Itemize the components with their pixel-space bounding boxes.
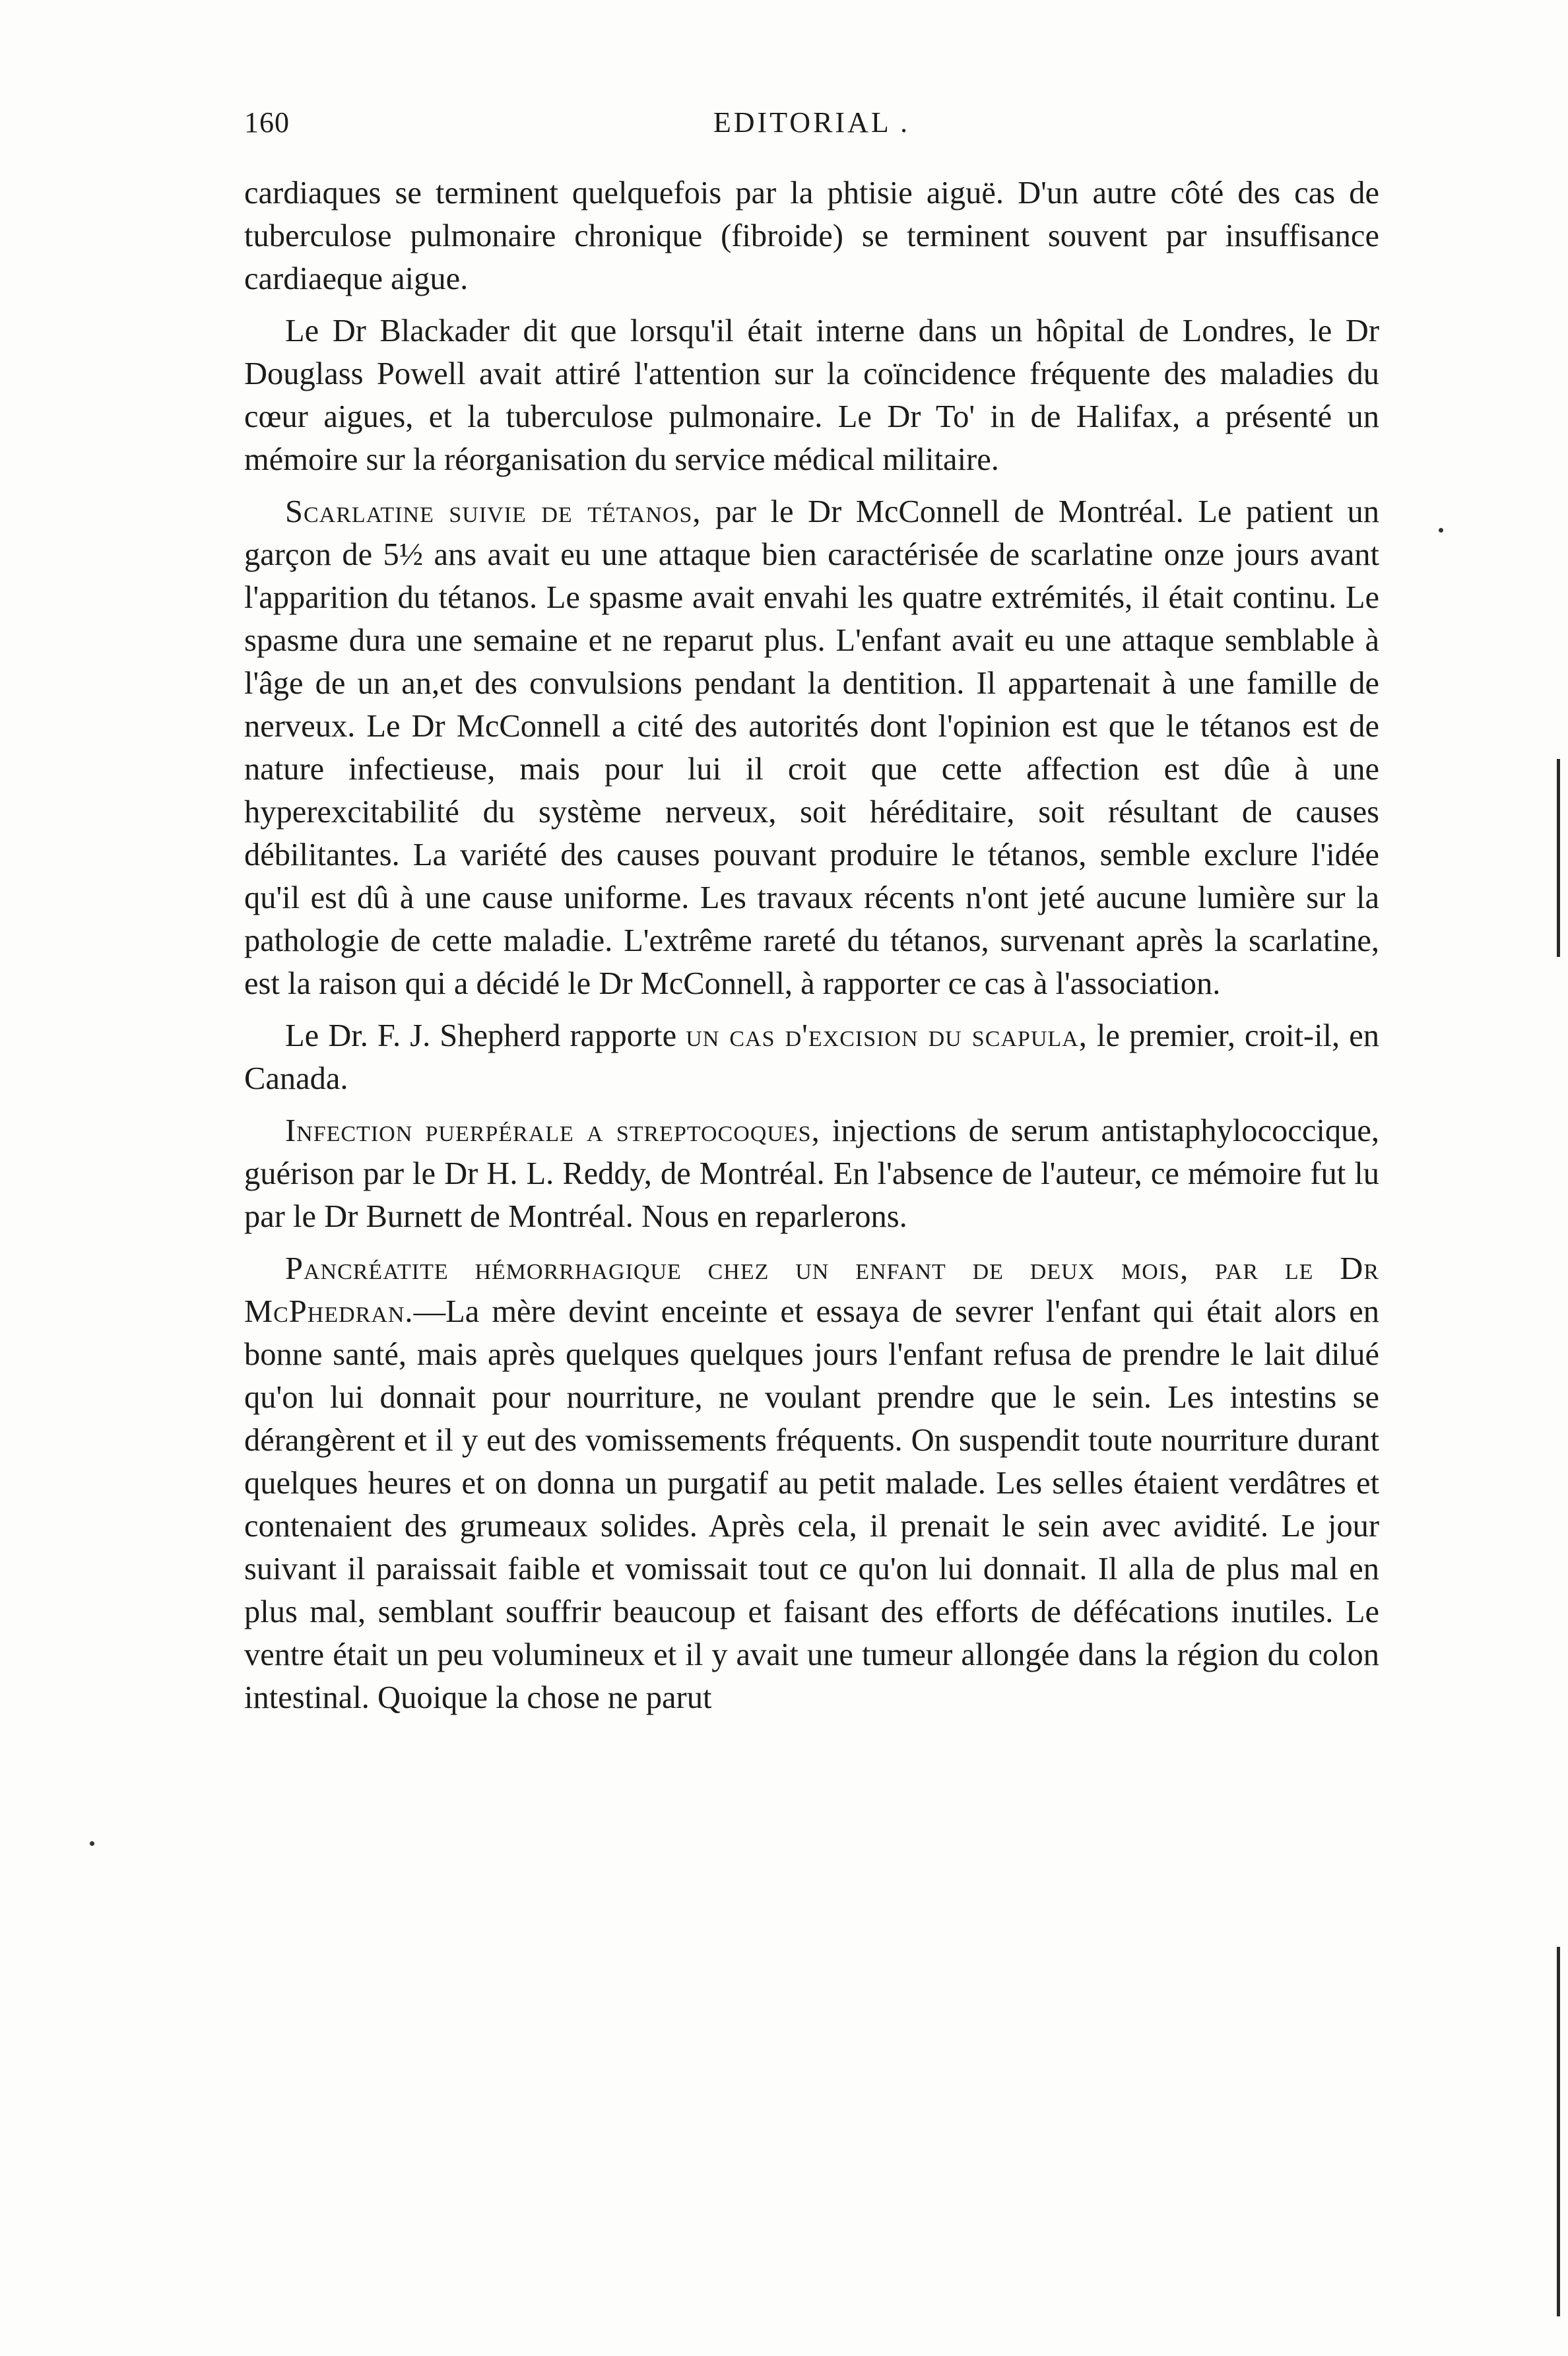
paragraph-shepherd-rest: le premier, croit-il, en Canada. (244, 1018, 1379, 1096)
page-number: 160 (244, 106, 290, 139)
article-body (244, 172, 1379, 1728)
section-heading-scapula: un cas d'excision du scapula, (686, 1018, 1088, 1053)
paragraph-blackader: Le Dr Blackader dit que lorsqu'il était interne dans un hôpital de Londres, le Dr Douglass Powell avait attiré l'attention sur la coïncidence fréquente des maladies du cœur aigues, et la tuberculose pulmonaire. Le Dr To' in de Halifax, a présenté un mémoire sur la réorganisation du service médical militaire. (244, 313, 1379, 477)
scan-edge-mark (1557, 759, 1560, 957)
paragraph-shepherd (244, 1014, 1379, 1100)
section-heading-infection: Infection puerpérale a streptocoques, (285, 1113, 820, 1148)
running-title: EDITORIAL . (713, 106, 911, 139)
paragraph-pancreatite (244, 1247, 1379, 1719)
scan-speck (1439, 528, 1443, 533)
paragraph-scarlatine (244, 490, 1379, 1005)
paragraph-scarlatine-body: par le Dr McConnell de Montréal. Le patient un garçon de 5½ ans avait eu une attaque bien caractérisée de scarlatine onze jours avant l'apparition du tétanos. Le spasme avait envahi les quatre extrémités, il était continu. Le spasme dura une semaine et ne reparut plus. L'enfant avait eu une attaque semblable à l'âge de un an,et des convulsions pendant la dentition. Il appartenait à une famille de nerveux. Le Dr McConnell a cité des autorités dont l'opinion est que le tétanos est de nature infectieuse, mais pour lui il croit que cette affection est dûe à une hyperexcitabilité du système nerveux, soit héréditaire, soit résultant de causes débilitantes. La variété des causes pouvant produire le tétanos, semble exclure l'idée qu'il est dû à une cause uniforme. Les travaux récents n'ont jeté aucune lumière sur la pathologie de cette maladie. L'extrême rareté du tétanos, survenant après la scarlatine, est la raison qui a décidé le Dr McConnell, à rapporter ce cas à l'association. (244, 494, 1379, 1001)
paragraph-shepherd-intro: Le Dr. F. J. Shepherd rapporte (285, 1018, 686, 1053)
page-header (244, 106, 1379, 152)
paragraph-infection-body: injections de serum antistaphylococcique, guérison par le Dr H. L. Reddy, de Montréal. En l'absence de l'auteur, ce mémoire fut lu par le Dr Burnett de Montréal. Nous en reparlerons. (244, 1113, 1379, 1234)
section-heading-pancreatite: Pancréatite hémorrhagique chez un enfant de deux mois, par le Dr McPhedran. (244, 1251, 1379, 1329)
paragraph-pancreatite-body: —La mère devint enceinte et essaya de sevrer l'enfant qui était alors en bonne santé, mais après quelques quelques jours l'enfant refusa de prendre le lait dilué qu'on lui donnait pour nourriture, ne voulant prendre que le sein. Les intestins se dérangèrent et il y eut des vomissements fréquents. On suspendit toute nourriture durant quelques heures et on donna un purgatif au petit malade. Les selles étaient verdâtres et contenaient des grumeaux solides. Après cela, il prenait le sein avec avidité. Le jour suivant il paraissait faible et vomissait tout ce qu'on lui donnait. Il alla de plus mal en plus mal, semblant souffrir beaucoup et faisant des efforts de défécations inutiles. Le ventre était un peu volumineux et il y avait une tumeur allongée dans la région du colon intestinal. Quoique la chose ne parut (244, 1294, 1379, 1715)
paragraph-continuation: cardiaques se terminent quelquefois par la phtisie aiguë. D'un autre côté des cas de tuberculose pulmonaire chronique (fibroide) se terminent souvent par insuffisance cardiaeque aigue. (244, 176, 1379, 296)
paragraph-infection (244, 1109, 1379, 1238)
scan-edge-mark (1557, 1947, 1560, 2316)
section-heading-scarlatine: Scarlatine suivie de tétanos, (285, 494, 702, 529)
scan-speck (90, 1841, 94, 1846)
